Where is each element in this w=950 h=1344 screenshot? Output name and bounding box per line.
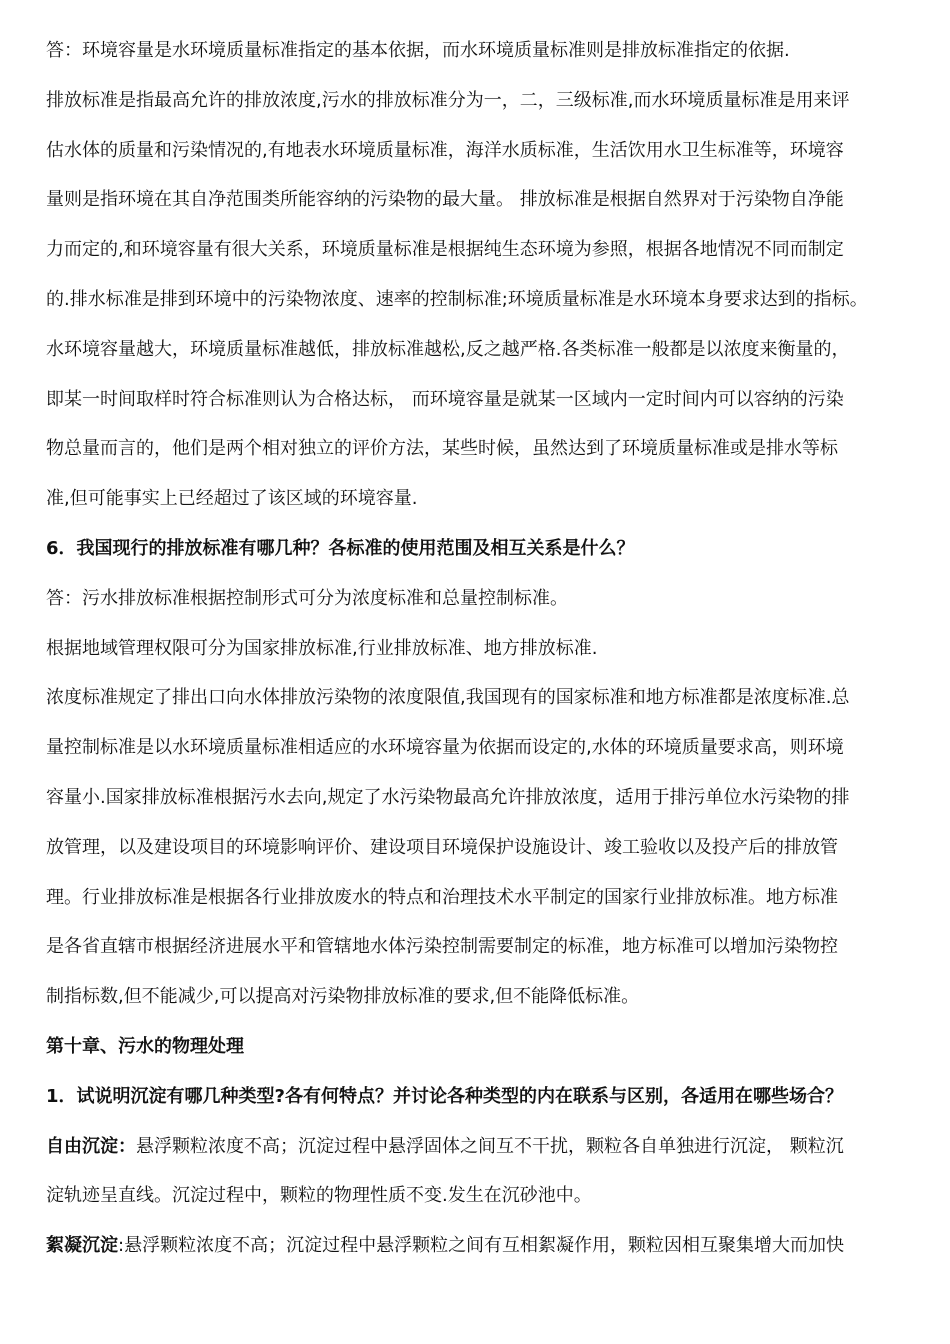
paragraph-line: 制指标数,但不能减少,可以提高对污染物排放标准的要求,但不能降低标准。	[46, 986, 640, 1008]
question-heading: 1．试说明沉淀有哪几种类型?各有何特点？并讨论各种类型的内在联系与区别，各适用在哪些场合？	[46, 1085, 843, 1107]
paragraph-line: 理。行业排放标准是根据各行业排放废水的特点和治理技术水平制定的国家行业排放标准。地方标准	[46, 886, 838, 908]
paragraph-text: :悬浮颗粒浓度不高；沉淀过程中悬浮颗粒之间有互相絮凝作用，颗粒因相互聚集增大而加快	[118, 1235, 845, 1257]
chapter-heading: 第十章、污水的物理处理	[46, 1035, 244, 1057]
paragraph-line: 物总量而言的，他们是两个相对独立的评价方法，某些时候，虽然达到了环境质量标准或是排水等标	[46, 438, 838, 460]
paragraph-line: 放管理，以及建设项目的环境影响评价、建设项目环境保护设施设计、竣工验收以及投产后的排放管	[46, 836, 838, 858]
question-heading: 6．我国现行的排放标准有哪几种？各标准的使用范围及相互关系是什么？	[46, 537, 635, 559]
paragraph-line: 估水体的质量和污染情况的,有地表水环境质量标准，海洋水质标准，生活饮用水卫生标准等，环境容	[46, 139, 844, 161]
term-flocculent-settling: 絮凝沉淀	[46, 1235, 118, 1257]
paragraph-line	[46, 1221, 912, 1271]
paragraph-line: 即某一时间取样时符合标准则认为合格达标， 而环境容量是就某一区域内一定时间内可以容纳的污染	[46, 388, 844, 410]
paragraph-line	[46, 1122, 912, 1172]
paragraph-line: 浓度标准规定了排出口向水体排放污染物的浓度限值,我国现有的国家标准和地方标准都是浓度标准.总	[46, 687, 850, 709]
paragraph-line: 根据地域管理权限可分为国家排放标准,行业排放标准、地方排放标准.	[46, 637, 598, 659]
paragraph-line: 量控制标准是以水环境质量标准相适应的水环境容量为依据而设定的,水体的环境质量要求高，则环境	[46, 737, 844, 759]
paragraph-line: 淀轨迹呈直线。沉淀过程中，颗粒的物理性质不变.发生在沉砂池中。	[46, 1185, 592, 1207]
paragraph-text: 悬浮颗粒浓度不高；沉淀过程中悬浮固体之间互不干扰，颗粒各自单独进行沉淀， 颗粒沉	[136, 1135, 844, 1157]
term-free-settling: 自由沉淀：	[46, 1135, 136, 1157]
paragraph-line: 准,但可能事实上已经超过了该区域的环境容量.	[46, 488, 418, 510]
paragraph-line: 答：污水排放标准根据控制形式可分为浓度标准和总量控制标准。	[46, 587, 568, 609]
paragraph-line: 是各省直辖市根据经济进展水平和管辖地水体污染控制需要制定的标准，地方标准可以增加污染物控	[46, 936, 838, 958]
paragraph-line: 力而定的,和环境容量有很大关系，环境质量标准是根据纯生态环境为参照，根据各地情况不同而制定	[46, 239, 844, 261]
paragraph-line: 水环境容量越大，环境质量标准越低，排放标准越松,反之越严格.各类标准一般都是以浓度来衡量的，	[46, 338, 850, 360]
paragraph-line: 排放标准是指最高允许的排放浓度,污水的排放标准分为一，二，三级标准,而水环境质量标准是用来评	[46, 89, 850, 111]
paragraph-line: 量则是指环境在其自净范围类所能容纳的污染物的最大量。 排放标准是根据自然界对于污染物自净能	[46, 189, 844, 211]
paragraph-line: 的.排水标准是排到环境中的污染物浓度、速率的控制标准;环境质量标准是水环境本身要求达到的指标。	[46, 288, 868, 310]
paragraph-line: 答：环境容量是水环境质量标准指定的基本依据，而水环境质量标准则是排放标准指定的依据.	[46, 40, 790, 61]
paragraph-line: 容量小.国家排放标准根据污水去向,规定了水污染物最高允许排放浓度，适用于排污单位水污染物的排	[46, 786, 850, 808]
